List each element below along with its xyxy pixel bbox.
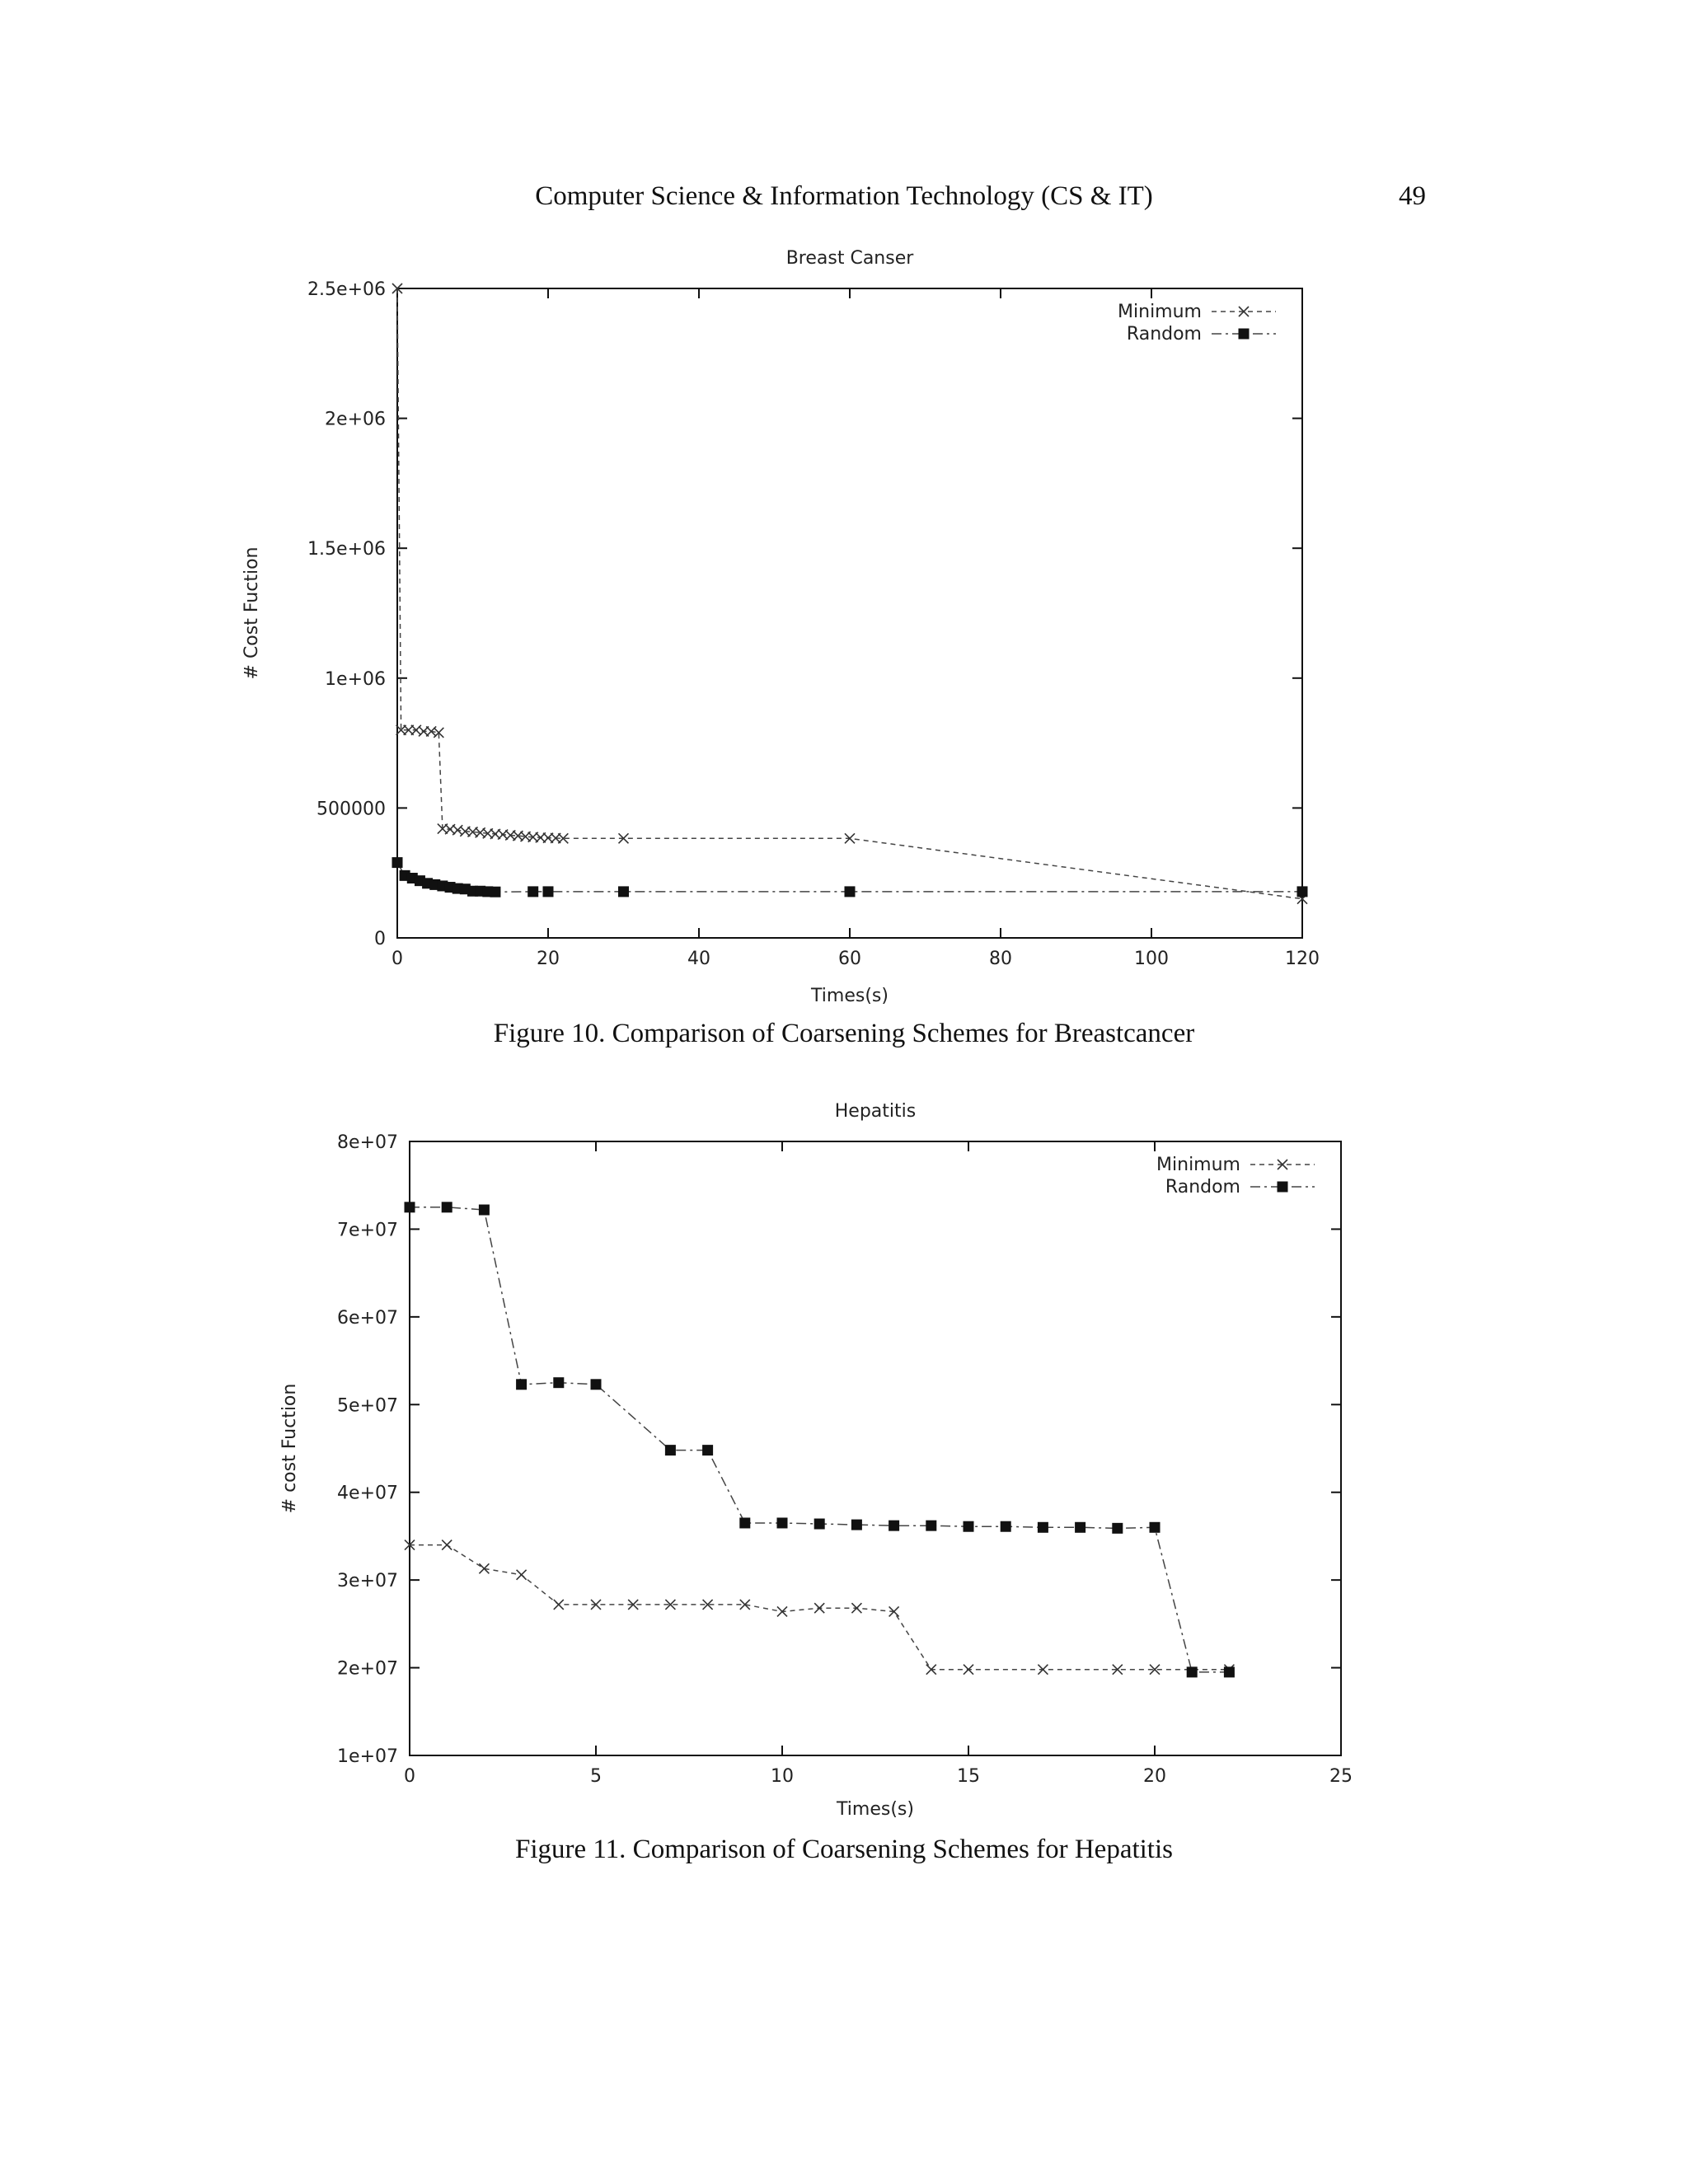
x-tick-label: 25 [1329,1766,1353,1787]
x-tick-label: 80 [989,949,1012,969]
data-point [851,1520,862,1530]
legend [1118,302,1276,344]
y-tick-label: 5e+07 [337,1395,398,1417]
data-point [814,1603,824,1613]
x-tick-label: 100 [1134,949,1169,969]
data-point [554,1600,564,1610]
legend-marker-random [1239,329,1250,340]
y-tick-label: 1e+06 [325,668,386,690]
data-point [618,886,629,897]
data-point [392,857,403,868]
y-axis-label: # Cost Fuction [241,546,262,680]
data-point [516,1379,527,1390]
data-point [964,1665,973,1675]
running-header: Computer Science & Information Technology (CS & IT) [535,181,1153,211]
data-point [442,1540,452,1550]
y-tick-label: 500000 [316,799,386,820]
data-point [851,1603,861,1613]
y-tick-label: 2.5e+06 [307,279,386,300]
series-minimum [392,284,1307,904]
y-axis-label: # cost Fuction [279,1383,300,1514]
series-minimum [405,1540,1234,1675]
y-tick-label: 2e+07 [337,1658,398,1680]
figure-11-caption: Figure 11. Comparison of Coarsening Schemes for Hepatitis [515,1835,1173,1864]
data-point [926,1521,936,1531]
x-axis-label: Times(s) [837,1799,914,1820]
x-tick-label: 60 [838,949,861,969]
data-point [814,1519,825,1530]
x-axis-label: Times(s) [811,986,889,1006]
data-point [517,1570,527,1580]
figure-10-caption: Figure 10. Comparison of Coarsening Schemes for Breastcancer [493,1019,1195,1048]
x-tick-label: 10 [771,1766,794,1787]
series-line-random [410,1207,1229,1672]
y-tick-label: 8e+07 [337,1132,398,1153]
series-line-minimum [397,288,1302,899]
legend-label-random: Random [1126,324,1202,344]
data-point [1297,886,1308,897]
y-tick-label: 6e+07 [337,1307,398,1329]
x-tick-label: 20 [537,949,560,969]
legend [1156,1155,1315,1197]
data-point [739,1517,750,1528]
y-tick-label: 2e+06 [325,409,386,430]
data-point [528,886,538,897]
plot-frame [397,288,1302,938]
data-point [1224,1666,1235,1677]
legend-label-minimum: Minimum [1118,302,1202,322]
data-point [665,1445,676,1455]
data-point [405,1202,415,1212]
data-point [543,886,554,897]
data-point [490,887,500,898]
y-tick-label: 4e+07 [337,1483,398,1504]
hepatitis-chart [0,1088,1688,1854]
y-tick-label: 7e+07 [337,1220,398,1241]
data-point [591,1379,602,1390]
data-point [1112,1523,1123,1534]
legend-label-minimum: Minimum [1156,1155,1240,1175]
data-point [845,886,856,897]
legend-marker-random [1278,1182,1288,1193]
data-point [1038,1522,1048,1533]
breast-cancer-chart [0,231,1688,1022]
x-tick-label: 15 [957,1766,980,1787]
data-point [1150,1522,1160,1533]
chart-title: Hepatitis [834,1101,917,1122]
x-tick-label: 0 [392,949,403,969]
legend-label-random: Random [1165,1177,1240,1197]
y-tick-label: 1e+07 [337,1746,398,1767]
data-point [1001,1521,1011,1532]
data-point [442,1202,452,1212]
data-point [889,1521,899,1531]
y-tick-label: 0 [374,929,386,949]
x-tick-label: 120 [1285,949,1320,969]
x-tick-label: 20 [1143,1766,1166,1787]
x-tick-label: 5 [590,1766,602,1787]
y-tick-label: 3e+07 [337,1571,398,1592]
data-point [553,1377,564,1388]
y-tick-label: 1.5e+06 [307,539,386,560]
chart-title: Breast Canser [785,248,914,269]
x-tick-label: 0 [404,1766,415,1787]
x-tick-label: 40 [687,949,710,969]
plot-frame [410,1141,1341,1755]
data-point [964,1521,974,1532]
data-point [1187,1666,1198,1677]
data-point [702,1445,713,1455]
data-point [1075,1522,1085,1533]
data-point [479,1205,490,1216]
page-number: 49 [1399,181,1426,211]
series-random [392,857,1308,898]
data-point [777,1517,788,1528]
series-random [405,1202,1235,1677]
